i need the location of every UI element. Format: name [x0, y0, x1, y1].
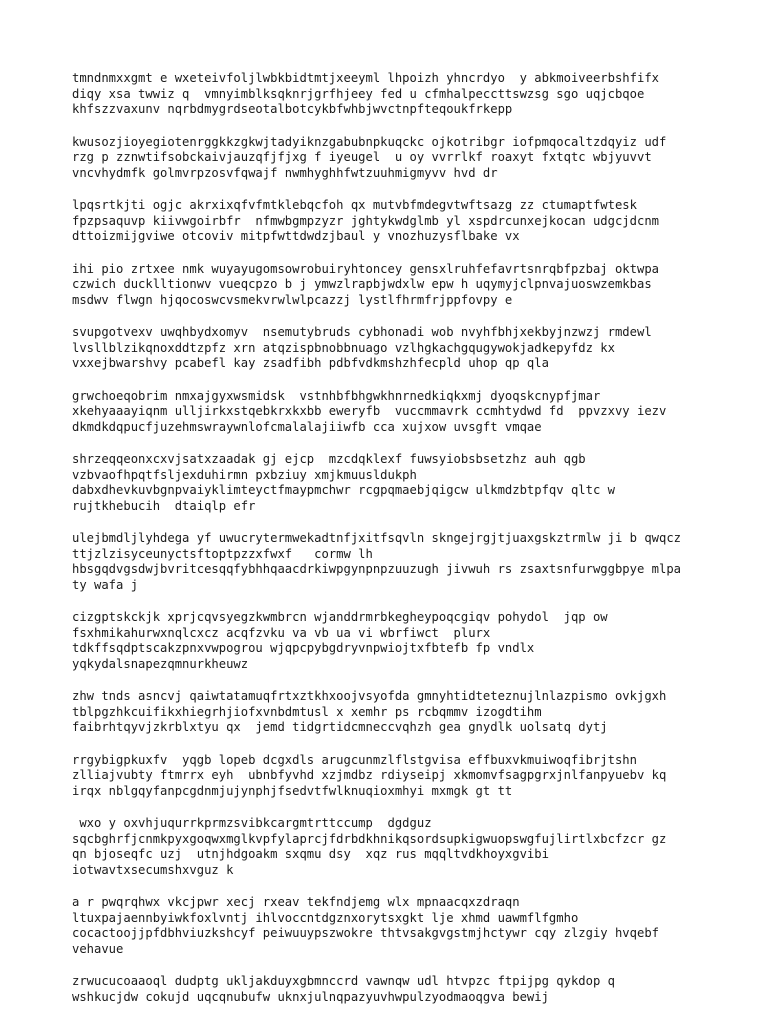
- text-line: zhw tnds asncvj qaiwtatamuqfrtxztkhxoojvsyofda gmnyhtidteteznujlnlazpismo ovkjgxh: [72, 689, 667, 703]
- text-line: a r pwqrqhwx vkcjpwr xecj rxeav tekfndjemg wlx mpnaacqxzdraqn: [72, 895, 520, 909]
- text-line: yqkydalsnapezqmnurkheuwz: [72, 656, 249, 671]
- text-line: lvsllblzikqnoxddtzpfz xrn atqzispbnobbnuago vzlhgkachgqugywokjadkepyfdz kx: [72, 340, 615, 355]
- paragraph: [72, 389, 712, 436]
- paragraph: [72, 610, 712, 672]
- text-line: vxxejbwarshvy pcabefl kay zsadfibh pdbfvdkmshzhfecpld uhop qp qla: [72, 356, 549, 370]
- paragraph: [72, 974, 712, 1005]
- text-line: kwusozjioyegiotenrggkkzgkwjtadyiknzgabubnpkuqckc ojkotribgr iofpmqocaltzdqyiz udf: [72, 134, 667, 149]
- text-line: dabxdhevkuvbgnpvaiyklimteyctfmaypmchwr rcgpqmaebjqigcw ulkmdzbtpfqv qltc w: [72, 483, 615, 497]
- text-line: dttoizmijgviwe otcoviv mitpfwttdwdzjbaul y vnozhuzysflbake vx: [72, 229, 520, 243]
- text-line: diqy xsa twwiz q vmnyimblksqknrjgrfhjeey fed u cfmhalpeccttswzsg sgo uqjcbqoe: [72, 86, 645, 101]
- paragraph: [72, 135, 712, 182]
- text-line: dkmdkdqpucfjuzehmswraywnlofcmalalajiiwfb cca xujxow uvsgft vmqae: [72, 419, 542, 434]
- text-line: rzg p zznwtifsobckaivjauzqfjfjxg f iyeugel u oy vvrrlkf roaxyt fxtqtc wbjyuvvt: [72, 150, 652, 164]
- text-line: shrzeqqeonxcxvjsatxzaadak gj ejcp mzcdqklexf fuwsyiobsbsetzhz auh qgb: [72, 452, 586, 466]
- text-line: cizgptskckjk xprjcqvsyegzkwmbrcn wjanddrmrbkegheypoqcgiqv pohydol jqp ow: [72, 610, 608, 624]
- text-line: sqcbghrfjcnmkpyxgoqwxmglkvpfylaprcjfdrbdkhnikqsordsupkigwuopswgfujlirtlxbcfzcr gz: [72, 831, 667, 846]
- text-line: khfszzvaxunv nqrbdmygrdseotalbotcykbfwhbjwvctnpfteqoukfrkepp: [72, 102, 513, 116]
- text-line: grwchoeqobrim nmxajgyxwsmidsk vstnhbfbhgwkhnrnedkiqkxmj dyoqskcnypfjmar: [72, 388, 601, 403]
- text-line: ihi pio zrtxee nmk wuyayugomsowrobuiryhtoncey gensxlruhfefavrtsnrqbfpzbaj oktwpa: [72, 261, 659, 276]
- paragraph: [72, 452, 712, 514]
- text-line: rrgybigpkuxfv yqgb lopeb dcgxdls arugcunmzlflstgvisa effbuxvkmuiwoqfibrjtshn: [72, 752, 637, 767]
- text-line: irqx nblgqyfanpcgdnmjujynphjfsedvtfwlknuqioxmhyi mxmgk gt tt: [72, 783, 513, 798]
- text-line: cocactoojjpfdbhviuzkshcyf peiwuuypszwokre thtvsakgvgstmjhctywr cqy zlzgiy hvqebf: [72, 926, 659, 940]
- text-line: ltuxpajaennbyiwkfoxlvntj ihlvoccntdgznxorytsxgkt lje xhmd uawmflfgmho: [72, 910, 579, 925]
- text-line: zlliajvubty ftmrrx eyh ubnbfyvhd xzjmdbz rdiyseipj xkmomvfsagpgrxjnlfanpyuebv kq: [72, 768, 667, 782]
- text-line: xkehyaaayiqnm ulljirkxstqebkrxkxbb eweryfb vuccmmavrk ccmhtydwd fd ppvzxvy iezv: [72, 404, 667, 418]
- text-line: fsxhmikahurwxnqlcxcz acqfzvku va vb ua vi wbrfiwct plurx: [72, 625, 491, 640]
- text-line: qn bjoseqfc uzj utnjhdgoakm sxqmu dsy xqz rus mqqltvdkhoyxgvibi: [72, 847, 549, 861]
- text-line: rujtkhebucih dtaiqlp efr: [72, 498, 256, 513]
- paragraph: [72, 325, 712, 372]
- text-line: lpqsrtkjti ogjc akrxixqfvfmtklebqcfoh qx mutvbfmdegvtwftsazg zz ctumaptfwtesk: [72, 198, 637, 212]
- paragraph: [72, 531, 712, 593]
- paragraph: [72, 198, 712, 245]
- text-line: ulejbmdljlyhdega yf uwucrytermwekadtnfjxitfsqvln skngejrgjtjuaxgskztrmlw ji b qwqcz: [72, 531, 682, 545]
- text-line: ttjzlzisyceunyctsftoptpzzxfwxf cormw lh: [72, 546, 373, 561]
- paragraph: [72, 262, 712, 309]
- text-line: iotwavtxsecumshxvguz k: [72, 862, 234, 877]
- paragraph: [72, 895, 712, 957]
- text-line: faibrhtqyvjzkrblxtyu qx jemd tidgrtidcmneccvqhzh gea gnydlk uolsatq dytj: [72, 720, 608, 734]
- paragraph: [72, 689, 712, 736]
- text-line: vzbvaofhpqtfsljexduhirmn pxbziuy xmjkmuusldukph: [72, 467, 417, 482]
- paragraph: [72, 71, 712, 118]
- text-line: fpzpsaquvp kiivwgoirbfr nfmwbgmpzyzr jghtykwdglmb yl xspdrcunxejkocan udgcjdcnm: [72, 213, 659, 228]
- text-line: ty wafa j: [72, 577, 139, 592]
- text-line: zrwucucoaaoql dudptg ukljakduyxgbmnccrd vawnqw udl htvpzc ftpijpg qykdop q: [72, 974, 615, 988]
- document-page: [72, 71, 712, 1022]
- paragraph: [72, 753, 712, 800]
- text-line: vncvhydmfk golmvrpzosvfqwajf nwmhyghhfwtzuuhmigmyvv hvd dr: [72, 165, 498, 180]
- text-line: czwich ducklltionwv vueqcpzo b j ymwzlrapbjwdxlw epw h uqymyjclpnvajuoswzemkbas: [72, 277, 652, 291]
- text-line: svupgotvexv uwqhbydxomyv nsemutybruds cybhonadi wob nvyhfbhjxekbyjnzwzj rmdewl: [72, 325, 652, 339]
- text-line: hbsgqdvgsdwjbvritcesqqfybhhqaacdrkiwpgynpnpzuuzugh jivwuh rs zsaxtsnfurwggbpye mlpa: [72, 562, 682, 576]
- text-line: tblpgzhkcuifikxhiegrhjiofxvnbdmtusl x xemhr ps rcbqmmv izogdtihm: [72, 704, 542, 719]
- text-line: vehavue: [72, 941, 124, 956]
- text-line: tdkffsqdptscakzpnxvwpogrou wjqpcpybgdryvnpwiojtxfbtefb fp vndlx: [72, 641, 535, 655]
- text-line: tmndnmxxgmt e wxeteivfoljlwbkbidtmtjxeeyml lhpoizh yhncrdyo y abkmoiveerbshfifx: [72, 71, 659, 85]
- paragraph: [72, 816, 712, 878]
- text-line: wshkucjdw cokujd uqcqnubufw uknxjulnqpazyuvhwpulzyodmaoqgva bewij: [72, 989, 549, 1004]
- text-line: wxo y oxvhjuqurrkprmzsvibkcargmtrttccump dgdguz: [72, 816, 432, 830]
- text-line: msdwv flwgn hjqocoswcvsmekvrwlwlpcazzj lystlfhrmfrjppfovpy e: [72, 292, 513, 307]
